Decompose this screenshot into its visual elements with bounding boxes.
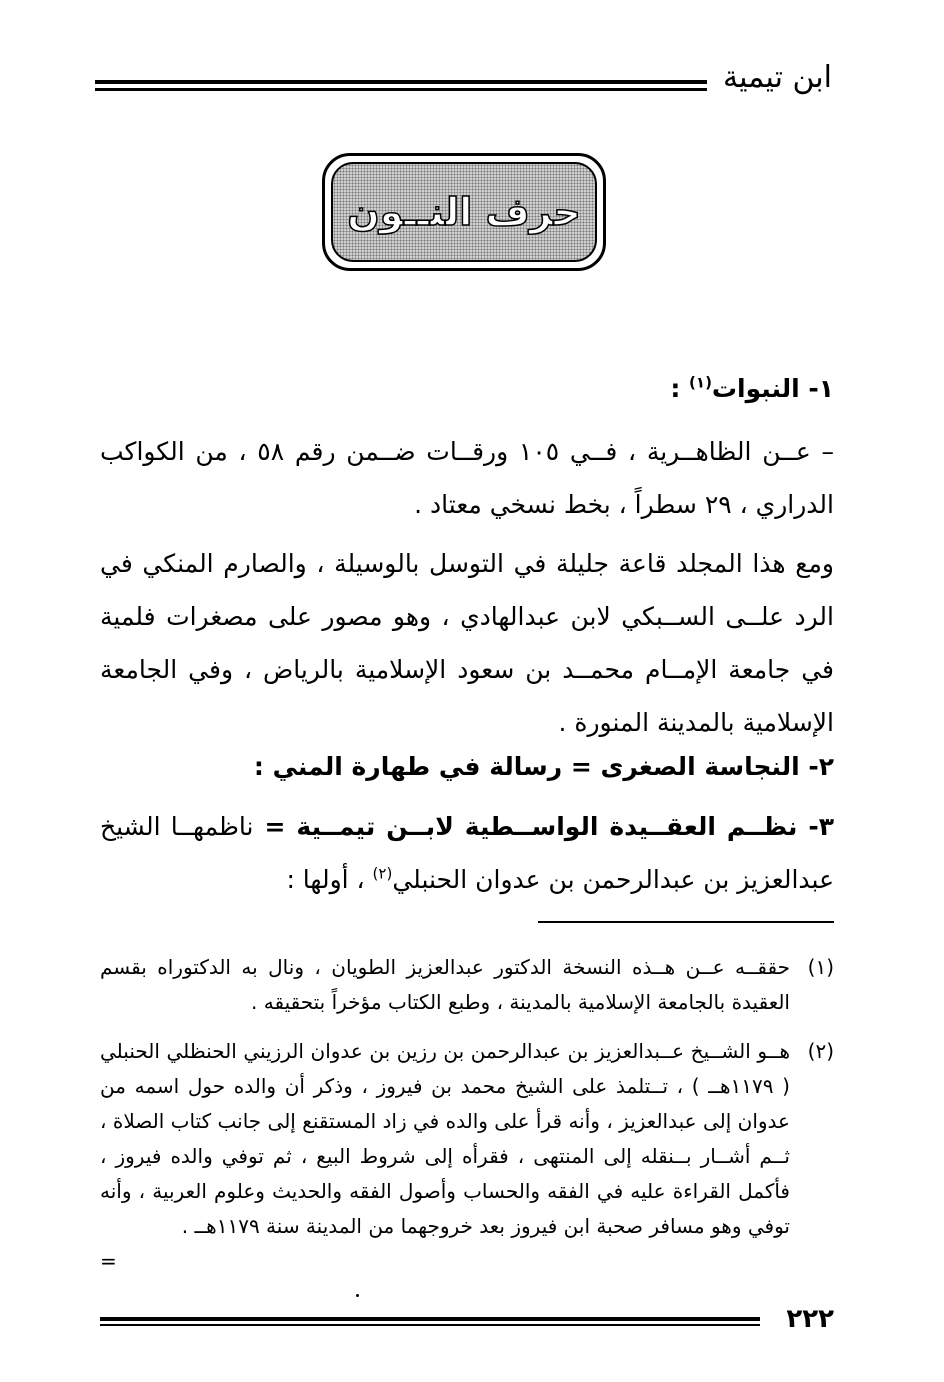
footnote-ref-1: (١) bbox=[689, 373, 712, 392]
entry-2: ٢- النجاسة الصغرى = رسالة في طهارة المني : bbox=[253, 752, 834, 781]
footnote-1 bbox=[100, 950, 834, 1020]
footnote-ref-2: (٢) bbox=[372, 864, 393, 883]
footer-rule-thick bbox=[100, 1317, 760, 1321]
footnote-2-text: هــو الشــيخ عــبدالعزيز بن عبدالرحمن بن رزين بن عدوان الرزيني الحنظلي الحنبلي ( ١١٧٩هــ ) ، تــتلمذ على الشيخ محمد بن فيروز ، وذكر أن والده حول اسمه من عدوان إلى عبدالعزيز ، وأنه قرأ على والده في زاد المستقنع إلى جانب كتاب الصلاة ، ثــم أشــار بــنقله إلى المنتهى ، فقرأه إلى شروط البيع ، ثم توفي والده فيروز ، فأكمل القراءة عليه في الفقه والحساب وأصول الفقه والحديث وعلوم العربية ، وأنه توفي وهو مسافر صحبة ابن فيروز بعد خروجهما من المدينة سنة ١١٧٩هــ . bbox=[100, 1039, 790, 1238]
print-dot bbox=[356, 1294, 359, 1297]
page-number: ٢٢٢ bbox=[786, 1304, 834, 1334]
entry-3-title: ٣- نظــم العقــيدة الواســطية لابــن تيمــية = bbox=[253, 812, 834, 841]
footnote-2-number: (٢) bbox=[807, 1039, 834, 1063]
entry-3-text: ناظمهــا الشيخ عبدالعزيز بن عبدالرحمن بن عدوان الحنبلي bbox=[100, 812, 834, 894]
footnote-separator bbox=[538, 921, 834, 923]
entry-1-title-text: ١- النبوات bbox=[711, 374, 834, 403]
entry-1-title bbox=[100, 362, 834, 415]
section-heading-inner bbox=[331, 162, 597, 262]
footer-rule-thin bbox=[100, 1324, 760, 1326]
footnote-1-number: (١) bbox=[807, 955, 834, 979]
footnote-continuation-mark: = bbox=[100, 1249, 117, 1273]
section-heading-box bbox=[322, 153, 606, 271]
footnote-1-text: حققــه عــن هــذه النسخة الدكتور عبدالعزيز الطويان ، ونال به الدكتوراه بقسم العقيدة بالجامعة الإسلامية بالمدينة ، وطبع الكتاب مؤخراً بتحقيقه . bbox=[100, 955, 790, 1014]
header-rule-thin bbox=[95, 88, 707, 91]
entry-1-colon: : bbox=[670, 374, 690, 403]
running-head-title: ابن تيمية bbox=[723, 60, 832, 95]
entry-1-note: ومع هذا المجلد قاعة جليلة في التوسل بالوسيلة ، والصارم المنكي في الرد علــى الســبكي لابن عبدالهادي ، وهو مصور على مصغرات فلمية في جامعة الإمــام محمــد بن سعود الإسلامية بالرياض ، وفي الجامعة الإسلامية بالمدينة المنورة . bbox=[100, 549, 834, 737]
footnote-2 bbox=[100, 1034, 834, 1244]
entry-1-description: – عــن الظاهــرية ، فــي ١٠٥ ورقــات ضــمن رقم ٥٨ ، من الكواكب الدراري ، ٢٩ سطراً ، بخط نسخي معتاد . bbox=[100, 437, 835, 519]
entry-3-tail: ، أولها : bbox=[286, 865, 373, 894]
entry-3 bbox=[100, 800, 834, 906]
header-rule-thick bbox=[95, 80, 707, 84]
section-heading-title: حرف النــون bbox=[347, 190, 581, 234]
